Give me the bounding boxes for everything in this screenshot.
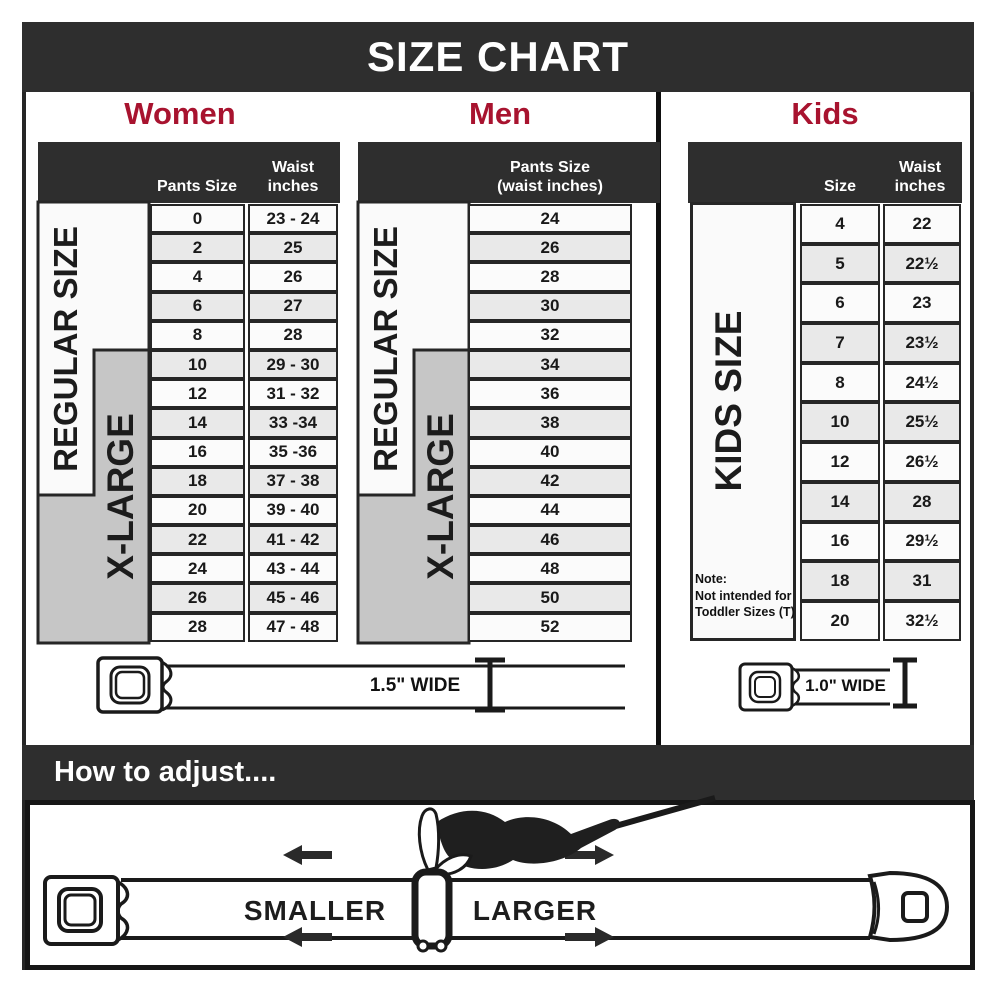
table-cell: 44: [468, 496, 632, 525]
index-finger: [419, 809, 438, 870]
table-cell: 26: [468, 233, 632, 262]
table-row: [150, 467, 338, 496]
table-row: [468, 583, 632, 612]
larger-label: LARGER: [472, 895, 598, 926]
table-row: [800, 482, 961, 522]
table-row: [468, 379, 632, 408]
table-row: [150, 525, 338, 554]
table-row: [468, 292, 632, 321]
kids-table: [800, 204, 961, 641]
table-row: [150, 496, 338, 525]
kids-note: Note: Not intended for Toddler Sizes (T): [695, 572, 795, 619]
kids-waist-header: Waist inches: [894, 159, 946, 195]
table-cell: 12: [150, 379, 245, 408]
table-row: [468, 467, 632, 496]
table-row: [468, 262, 632, 291]
table-cell: 22: [883, 204, 961, 244]
women-pants-size-header: Pants Size: [156, 178, 238, 195]
women-xlarge-label: X-LARGE: [100, 413, 141, 580]
women-heading: Women: [124, 96, 236, 131]
table-cell: 29 - 30: [248, 350, 338, 379]
table-row: [800, 323, 961, 363]
table-cell: 20: [800, 601, 880, 641]
smaller-label: SMALLER: [243, 895, 387, 926]
table-row: [150, 262, 338, 291]
arrow-left-icon: [283, 927, 332, 947]
table-cell: 8: [800, 363, 880, 403]
table-row: [800, 522, 961, 562]
table-cell: 43 - 44: [248, 554, 338, 583]
belt-tip-slot: [903, 893, 927, 921]
table-cell: 25: [248, 233, 338, 262]
table-cell: 31: [883, 561, 961, 601]
page-title: SIZE CHART: [22, 22, 974, 92]
table-cell: 45 - 46: [248, 583, 338, 612]
kids-table-header: [688, 142, 962, 203]
table-cell: 32: [468, 321, 632, 350]
table-cell: 24: [468, 204, 632, 233]
table-cell: 42: [468, 467, 632, 496]
table-cell: 4: [800, 204, 880, 244]
table-cell: 23 - 24: [248, 204, 338, 233]
table-cell: 24: [150, 554, 245, 583]
table-row: [800, 283, 961, 323]
women-waist-header: Waist inches: [267, 159, 319, 195]
table-row: [800, 402, 961, 442]
adult-belt-width-label: 1.5" WIDE: [369, 675, 461, 696]
men-heading: Men: [469, 96, 531, 131]
table-row: [468, 408, 632, 437]
kids-size-header: Size: [823, 178, 856, 195]
table-row: [468, 525, 632, 554]
table-cell: 28: [883, 482, 961, 522]
table-cell: 14: [150, 408, 245, 437]
table-cell: 20: [150, 496, 245, 525]
belt-adjuster-slider: [415, 872, 449, 946]
table-cell: 22½: [883, 244, 961, 284]
table-cell: 28: [150, 613, 245, 642]
table-cell: 26: [248, 262, 338, 291]
adjust-belt-illustration: [25, 800, 975, 970]
table-cell: 18: [800, 561, 880, 601]
table-row: [468, 350, 632, 379]
table-cell: 33 -34: [248, 408, 338, 437]
table-cell: 28: [248, 321, 338, 350]
table-cell: 4: [150, 262, 245, 291]
men-xlarge-label: X-LARGE: [420, 413, 461, 580]
table-cell: 8: [150, 321, 245, 350]
table-row: [468, 204, 632, 233]
table-cell: 14: [800, 482, 880, 522]
how-to-adjust-band: [22, 745, 974, 800]
table-row: [150, 233, 338, 262]
table-cell: 25½: [883, 402, 961, 442]
table-cell: 36: [468, 379, 632, 408]
kids-heading: Kids: [791, 96, 859, 131]
table-cell: 5: [800, 244, 880, 284]
table-row: [468, 613, 632, 642]
table-row: [800, 442, 961, 482]
table-cell: 10: [150, 350, 245, 379]
women-regular-size-label: REGULAR SIZE: [47, 226, 84, 472]
table-row: [150, 292, 338, 321]
table-cell: 16: [800, 522, 880, 562]
table-cell: 10: [800, 402, 880, 442]
arrow-left-icon: [283, 845, 332, 865]
table-cell: 31 - 32: [248, 379, 338, 408]
men-regular-size-label: REGULAR SIZE: [367, 226, 404, 472]
table-cell: 0: [150, 204, 245, 233]
table-row: [800, 601, 961, 641]
table-row: [150, 613, 338, 642]
men-pants-size-header: Pants Size (waist inches): [497, 159, 603, 195]
table-cell: 34: [468, 350, 632, 379]
men-table-header: [358, 142, 660, 203]
table-cell: 12: [800, 442, 880, 482]
table-row: [468, 496, 632, 525]
table-cell: 26½: [883, 442, 961, 482]
table-cell: 48: [468, 554, 632, 583]
table-row: [468, 554, 632, 583]
table-row: [800, 204, 961, 244]
men-table: [468, 204, 632, 642]
table-row: [800, 363, 961, 403]
table-row: [150, 583, 338, 612]
table-cell: 16: [150, 438, 245, 467]
table-row: [800, 244, 961, 284]
table-cell: 22: [150, 525, 245, 554]
table-cell: 38: [468, 408, 632, 437]
table-cell: 30: [468, 292, 632, 321]
table-cell: 46: [468, 525, 632, 554]
table-cell: 41 - 42: [248, 525, 338, 554]
table-cell: 35 -36: [248, 438, 338, 467]
table-row: [468, 438, 632, 467]
how-to-adjust-heading: How to adjust....: [54, 756, 277, 788]
table-row: [150, 379, 338, 408]
table-row: [150, 204, 338, 233]
table-cell: 18: [150, 467, 245, 496]
arrow-right-icon: [565, 927, 614, 947]
kids-size-label: KIDS SIZE: [708, 310, 749, 492]
table-row: [150, 438, 338, 467]
table-row: [468, 233, 632, 262]
table-cell: 23: [883, 283, 961, 323]
table-cell: 7: [800, 323, 880, 363]
table-row: [150, 408, 338, 437]
table-row: [800, 561, 961, 601]
table-cell: 47 - 48: [248, 613, 338, 642]
table-cell: 40: [468, 438, 632, 467]
table-row: [468, 321, 632, 350]
table-cell: 37 - 38: [248, 467, 338, 496]
table-cell: 50: [468, 583, 632, 612]
table-cell: 2: [150, 233, 245, 262]
table-cell: 29½: [883, 522, 961, 562]
table-row: [150, 350, 338, 379]
table-cell: 52: [468, 613, 632, 642]
table-cell: 6: [800, 283, 880, 323]
table-row: [150, 554, 338, 583]
table-cell: 24½: [883, 363, 961, 403]
table-cell: 39 - 40: [248, 496, 338, 525]
table-row: [150, 321, 338, 350]
table-cell: 27: [248, 292, 338, 321]
table-cell: 6: [150, 292, 245, 321]
women-table-header: [38, 142, 340, 203]
table-cell: 28: [468, 262, 632, 291]
table-cell: 32½: [883, 601, 961, 641]
table-cell: 23½: [883, 323, 961, 363]
table-cell: 26: [150, 583, 245, 612]
kids-belt-width-label: 1.0" WIDE: [805, 676, 886, 695]
women-table: [150, 204, 338, 642]
